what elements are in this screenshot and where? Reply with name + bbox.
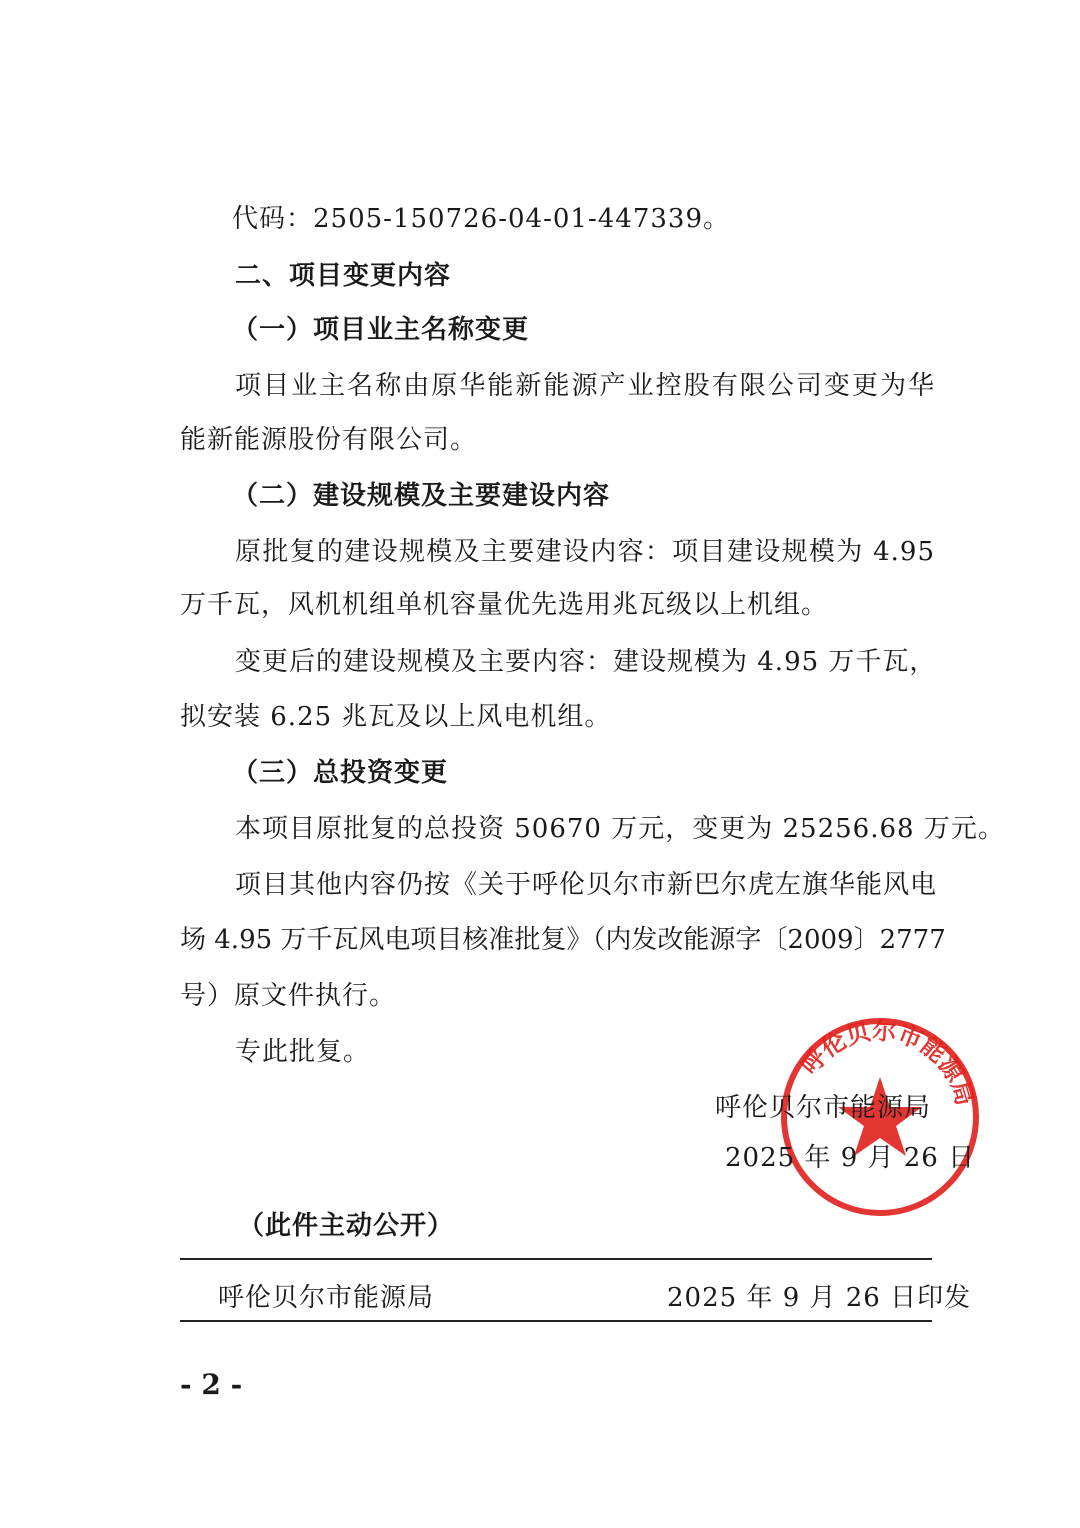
subsection-title-1: （一）项目业主名称变更 [232,315,530,345]
paragraph-line: 能新能源股份有限公司。 [180,425,478,455]
footer-issuer: 呼伦贝尔市能源局 [218,1283,435,1313]
section-title: 二、项目变更内容 [235,261,452,291]
signature-date: 2025 年 9 月 26 日 [725,1143,976,1173]
paragraph-line: 号）原文件执行。 [180,981,397,1011]
paragraph-line: 场 4.95 万千瓦风电项目核准批复》（内发改能源字〔2009〕2777 [180,925,946,955]
footer-bottom-rule [180,1320,932,1322]
paragraph-line: 原批复的建设规模及主要建设内容：项目建设规模为 4.95 [235,537,935,567]
closing-text: 专此批复。 [235,1037,371,1067]
project-code-line: 代码：2505-150726-04-01-447339。 [232,204,730,234]
disclosure-note: （此件主动公开） [238,1211,455,1241]
subsection-title-2: （二）建设规模及主要建设内容 [232,481,611,511]
paragraph-line: 拟安装 6.25 兆瓦及以上风电机组。 [180,702,612,732]
paragraph-line: 本项目原批复的总投资 50670 万元，变更为 25256.68 万元。 [235,814,1005,844]
paragraph-line: 变更后的建设规模及主要内容：建设规模为 4.95 万千瓦， [235,647,937,677]
signature-org: 呼伦贝尔市能源局 [715,1093,932,1123]
svg-text:呼伦贝尔市能源局: 呼伦贝尔市能源局 [795,1016,980,1109]
footer-top-rule [180,1258,932,1260]
footer-issue-date: 2025 年 9 月 26 日印发 [667,1283,972,1313]
paragraph-line: 项目业主名称由原华能新能源产业控股有限公司变更为华 [235,371,935,401]
subsection-title-3: （三）总投资变更 [232,758,449,788]
paragraph-line: 项目其他内容仍按《关于呼伦贝尔市新巴尔虎左旗华能风电 [235,870,938,900]
paragraph-line: 万千瓦，风机机组单机容量优先选用兆瓦级以上机组。 [180,590,829,620]
page-number: - 2 - [180,1368,243,1401]
